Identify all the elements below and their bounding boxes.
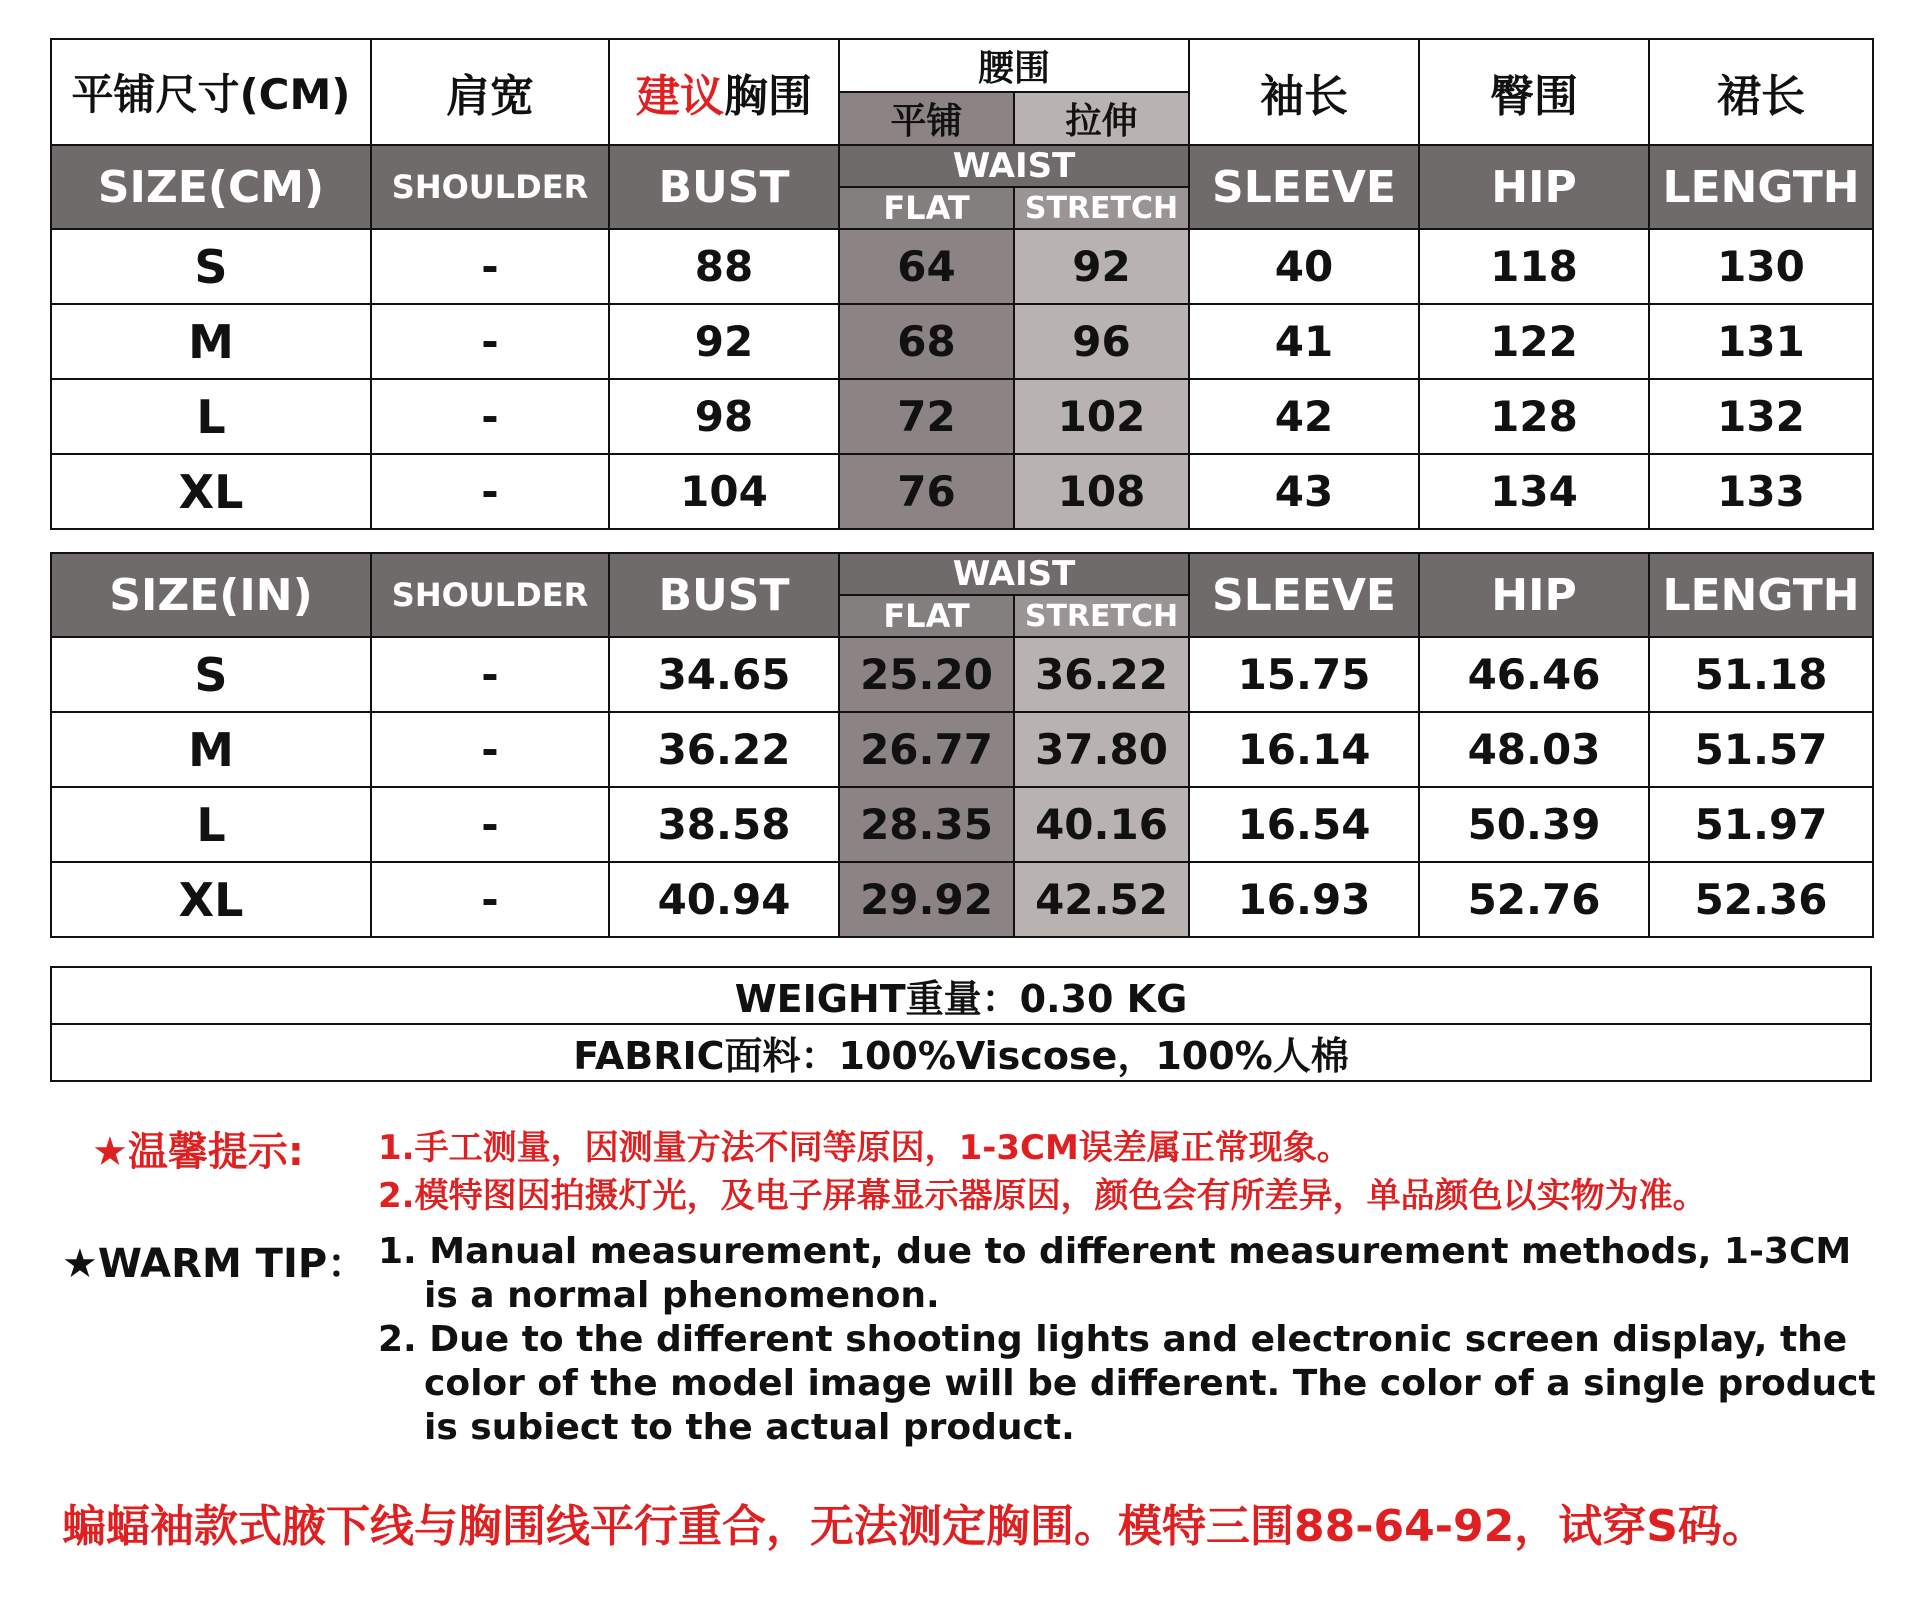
sleeve-cell: 41 bbox=[1189, 304, 1419, 379]
size-cell: S bbox=[51, 637, 371, 712]
hip-cell: 50.39 bbox=[1419, 787, 1649, 862]
hip-cell: 46.46 bbox=[1419, 637, 1649, 712]
size-cell: L bbox=[51, 379, 371, 454]
tip-en-item-2-line-3: is subiect to the actual product. bbox=[424, 1407, 1075, 1448]
length-cell: 51.97 bbox=[1649, 787, 1873, 862]
en-size-header: SIZE(CM) bbox=[51, 145, 371, 229]
waist-flat-cell: 64 bbox=[839, 229, 1014, 304]
en-length-header: LENGTH bbox=[1649, 145, 1873, 229]
sleeve-cell: 42 bbox=[1189, 379, 1419, 454]
cn-bust-label: 胸围 bbox=[724, 71, 812, 122]
length-cell: 133 bbox=[1649, 454, 1873, 529]
waist-flat-cell: 26.77 bbox=[839, 712, 1014, 787]
shoulder-cell: - bbox=[371, 379, 609, 454]
length-cell: 51.18 bbox=[1649, 637, 1873, 712]
tip-en-block bbox=[378, 1230, 1876, 1450]
waist-stretch-cell: 42.52 bbox=[1014, 862, 1189, 937]
bust-cell: 92 bbox=[609, 304, 839, 379]
length-cell: 131 bbox=[1649, 304, 1873, 379]
en-hip-header: HIP bbox=[1419, 145, 1649, 229]
en-flat-header: FLAT bbox=[839, 187, 1014, 229]
en-stretch-header: STRETCH bbox=[1014, 595, 1189, 637]
table-row bbox=[51, 637, 1873, 712]
cn-shoulder-header: 肩宽 bbox=[371, 39, 609, 145]
en-size-header: SIZE(IN) bbox=[51, 553, 371, 637]
cn-waist-stretch-header: 拉伸 bbox=[1014, 92, 1189, 145]
shoulder-cell: - bbox=[371, 229, 609, 304]
product-info-box bbox=[50, 966, 1872, 1082]
en-shoulder-header: SHOULDER bbox=[371, 145, 609, 229]
size-cell: XL bbox=[51, 454, 371, 529]
length-cell: 132 bbox=[1649, 379, 1873, 454]
tip-en-item-2-line-1: 2. Due to the different shooting lights and electronic screen display, the bbox=[378, 1319, 1848, 1360]
size-cell: M bbox=[51, 712, 371, 787]
shoulder-cell: - bbox=[371, 637, 609, 712]
waist-flat-cell: 25.20 bbox=[839, 637, 1014, 712]
sleeve-cell: 16.93 bbox=[1189, 862, 1419, 937]
sleeve-cell: 40 bbox=[1189, 229, 1419, 304]
size-table-inch bbox=[50, 552, 1874, 938]
fabric-info: FABRIC面料：100%Viscose，100%人棉 bbox=[51, 1024, 1871, 1081]
cn-size-header: 平铺尺寸(CM) bbox=[51, 39, 371, 145]
size-cell: L bbox=[51, 787, 371, 862]
table-row bbox=[51, 862, 1873, 937]
shoulder-cell: - bbox=[371, 454, 609, 529]
cn-waist-header: 腰围 bbox=[839, 39, 1189, 92]
tip-en-label: ★WARM TIP： bbox=[62, 1241, 368, 1287]
bust-cell: 36.22 bbox=[609, 712, 839, 787]
waist-stretch-cell: 37.80 bbox=[1014, 712, 1189, 787]
sleeve-cell: 15.75 bbox=[1189, 637, 1419, 712]
tip-cn-line-1: 1.手工测量，因测量方法不同等原因，1-3CM误差属正常现象。 bbox=[378, 1128, 1351, 1168]
cn-bust-suggested: 建议 bbox=[636, 71, 724, 122]
table-row bbox=[51, 712, 1873, 787]
bust-cell: 34.65 bbox=[609, 637, 839, 712]
hip-cell: 118 bbox=[1419, 229, 1649, 304]
tip-en-item-2-line-2: color of the model image will be different. The color of a single product bbox=[424, 1363, 1876, 1404]
length-cell: 130 bbox=[1649, 229, 1873, 304]
en-bust-header: BUST bbox=[609, 145, 839, 229]
hip-cell: 52.76 bbox=[1419, 862, 1649, 937]
cn-header-row bbox=[51, 39, 1873, 92]
shoulder-cell: - bbox=[371, 304, 609, 379]
waist-flat-cell: 68 bbox=[839, 304, 1014, 379]
en-header-row bbox=[51, 553, 1873, 595]
table-row bbox=[51, 379, 1873, 454]
length-cell: 51.57 bbox=[1649, 712, 1873, 787]
table-row bbox=[51, 454, 1873, 529]
table-row bbox=[51, 304, 1873, 379]
hip-cell: 122 bbox=[1419, 304, 1649, 379]
en-length-header: LENGTH bbox=[1649, 553, 1873, 637]
waist-flat-cell: 29.92 bbox=[839, 862, 1014, 937]
shoulder-cell: - bbox=[371, 862, 609, 937]
waist-stretch-cell: 36.22 bbox=[1014, 637, 1189, 712]
table-row bbox=[51, 229, 1873, 304]
bust-cell: 98 bbox=[609, 379, 839, 454]
footer-note: 蝙蝠袖款式腋下线与胸围线平行重合，无法测定胸围。模特三围88-64-92，试穿S码。 bbox=[62, 1501, 1766, 1552]
size-cell: XL bbox=[51, 862, 371, 937]
shoulder-cell: - bbox=[371, 712, 609, 787]
cn-waist-flat-header: 平铺 bbox=[839, 92, 1014, 145]
waist-flat-cell: 28.35 bbox=[839, 787, 1014, 862]
weight-info: WEIGHT重量：0.30 KG bbox=[51, 967, 1871, 1024]
en-flat-header: FLAT bbox=[839, 595, 1014, 637]
sleeve-cell: 16.54 bbox=[1189, 787, 1419, 862]
cn-hip-header: 臀围 bbox=[1419, 39, 1649, 145]
en-header-row bbox=[51, 145, 1873, 187]
en-hip-header: HIP bbox=[1419, 553, 1649, 637]
tip-en-item-1-line-2: is a normal phenomenon. bbox=[424, 1275, 940, 1316]
cn-sleeve-header: 袖长 bbox=[1189, 39, 1419, 145]
sleeve-cell: 43 bbox=[1189, 454, 1419, 529]
bust-cell: 104 bbox=[609, 454, 839, 529]
en-shoulder-header: SHOULDER bbox=[371, 553, 609, 637]
tip-cn-label: ★温馨提示: bbox=[92, 1129, 304, 1175]
cn-length-header: 裙长 bbox=[1649, 39, 1873, 145]
sleeve-cell: 16.14 bbox=[1189, 712, 1419, 787]
size-table-cm bbox=[50, 38, 1874, 530]
bust-cell: 88 bbox=[609, 229, 839, 304]
waist-flat-cell: 72 bbox=[839, 379, 1014, 454]
waist-stretch-cell: 96 bbox=[1014, 304, 1189, 379]
shoulder-cell: - bbox=[371, 787, 609, 862]
tip-en-item-1-line-1: 1. Manual measurement, due to different measurement methods, 1-3CM bbox=[378, 1231, 1852, 1272]
waist-flat-cell: 76 bbox=[839, 454, 1014, 529]
waist-stretch-cell: 92 bbox=[1014, 229, 1189, 304]
en-sleeve-header: SLEEVE bbox=[1189, 145, 1419, 229]
en-stretch-header: STRETCH bbox=[1014, 187, 1189, 229]
hip-cell: 134 bbox=[1419, 454, 1649, 529]
waist-stretch-cell: 40.16 bbox=[1014, 787, 1189, 862]
size-cell: M bbox=[51, 304, 371, 379]
en-waist-header: WAIST bbox=[839, 145, 1189, 187]
table-row bbox=[51, 787, 1873, 862]
en-bust-header: BUST bbox=[609, 553, 839, 637]
hip-cell: 128 bbox=[1419, 379, 1649, 454]
waist-stretch-cell: 102 bbox=[1014, 379, 1189, 454]
en-waist-header: WAIST bbox=[839, 553, 1189, 595]
hip-cell: 48.03 bbox=[1419, 712, 1649, 787]
bust-cell: 38.58 bbox=[609, 787, 839, 862]
cn-bust-header bbox=[609, 39, 839, 145]
en-sleeve-header: SLEEVE bbox=[1189, 553, 1419, 637]
waist-stretch-cell: 108 bbox=[1014, 454, 1189, 529]
bust-cell: 40.94 bbox=[609, 862, 839, 937]
length-cell: 52.36 bbox=[1649, 862, 1873, 937]
size-cell: S bbox=[51, 229, 371, 304]
tip-cn-line-2: 2.模特图因拍摄灯光，及电子屏幕显示器原因，颜色会有所差异，单品颜色以实物为准。 bbox=[378, 1176, 1707, 1216]
